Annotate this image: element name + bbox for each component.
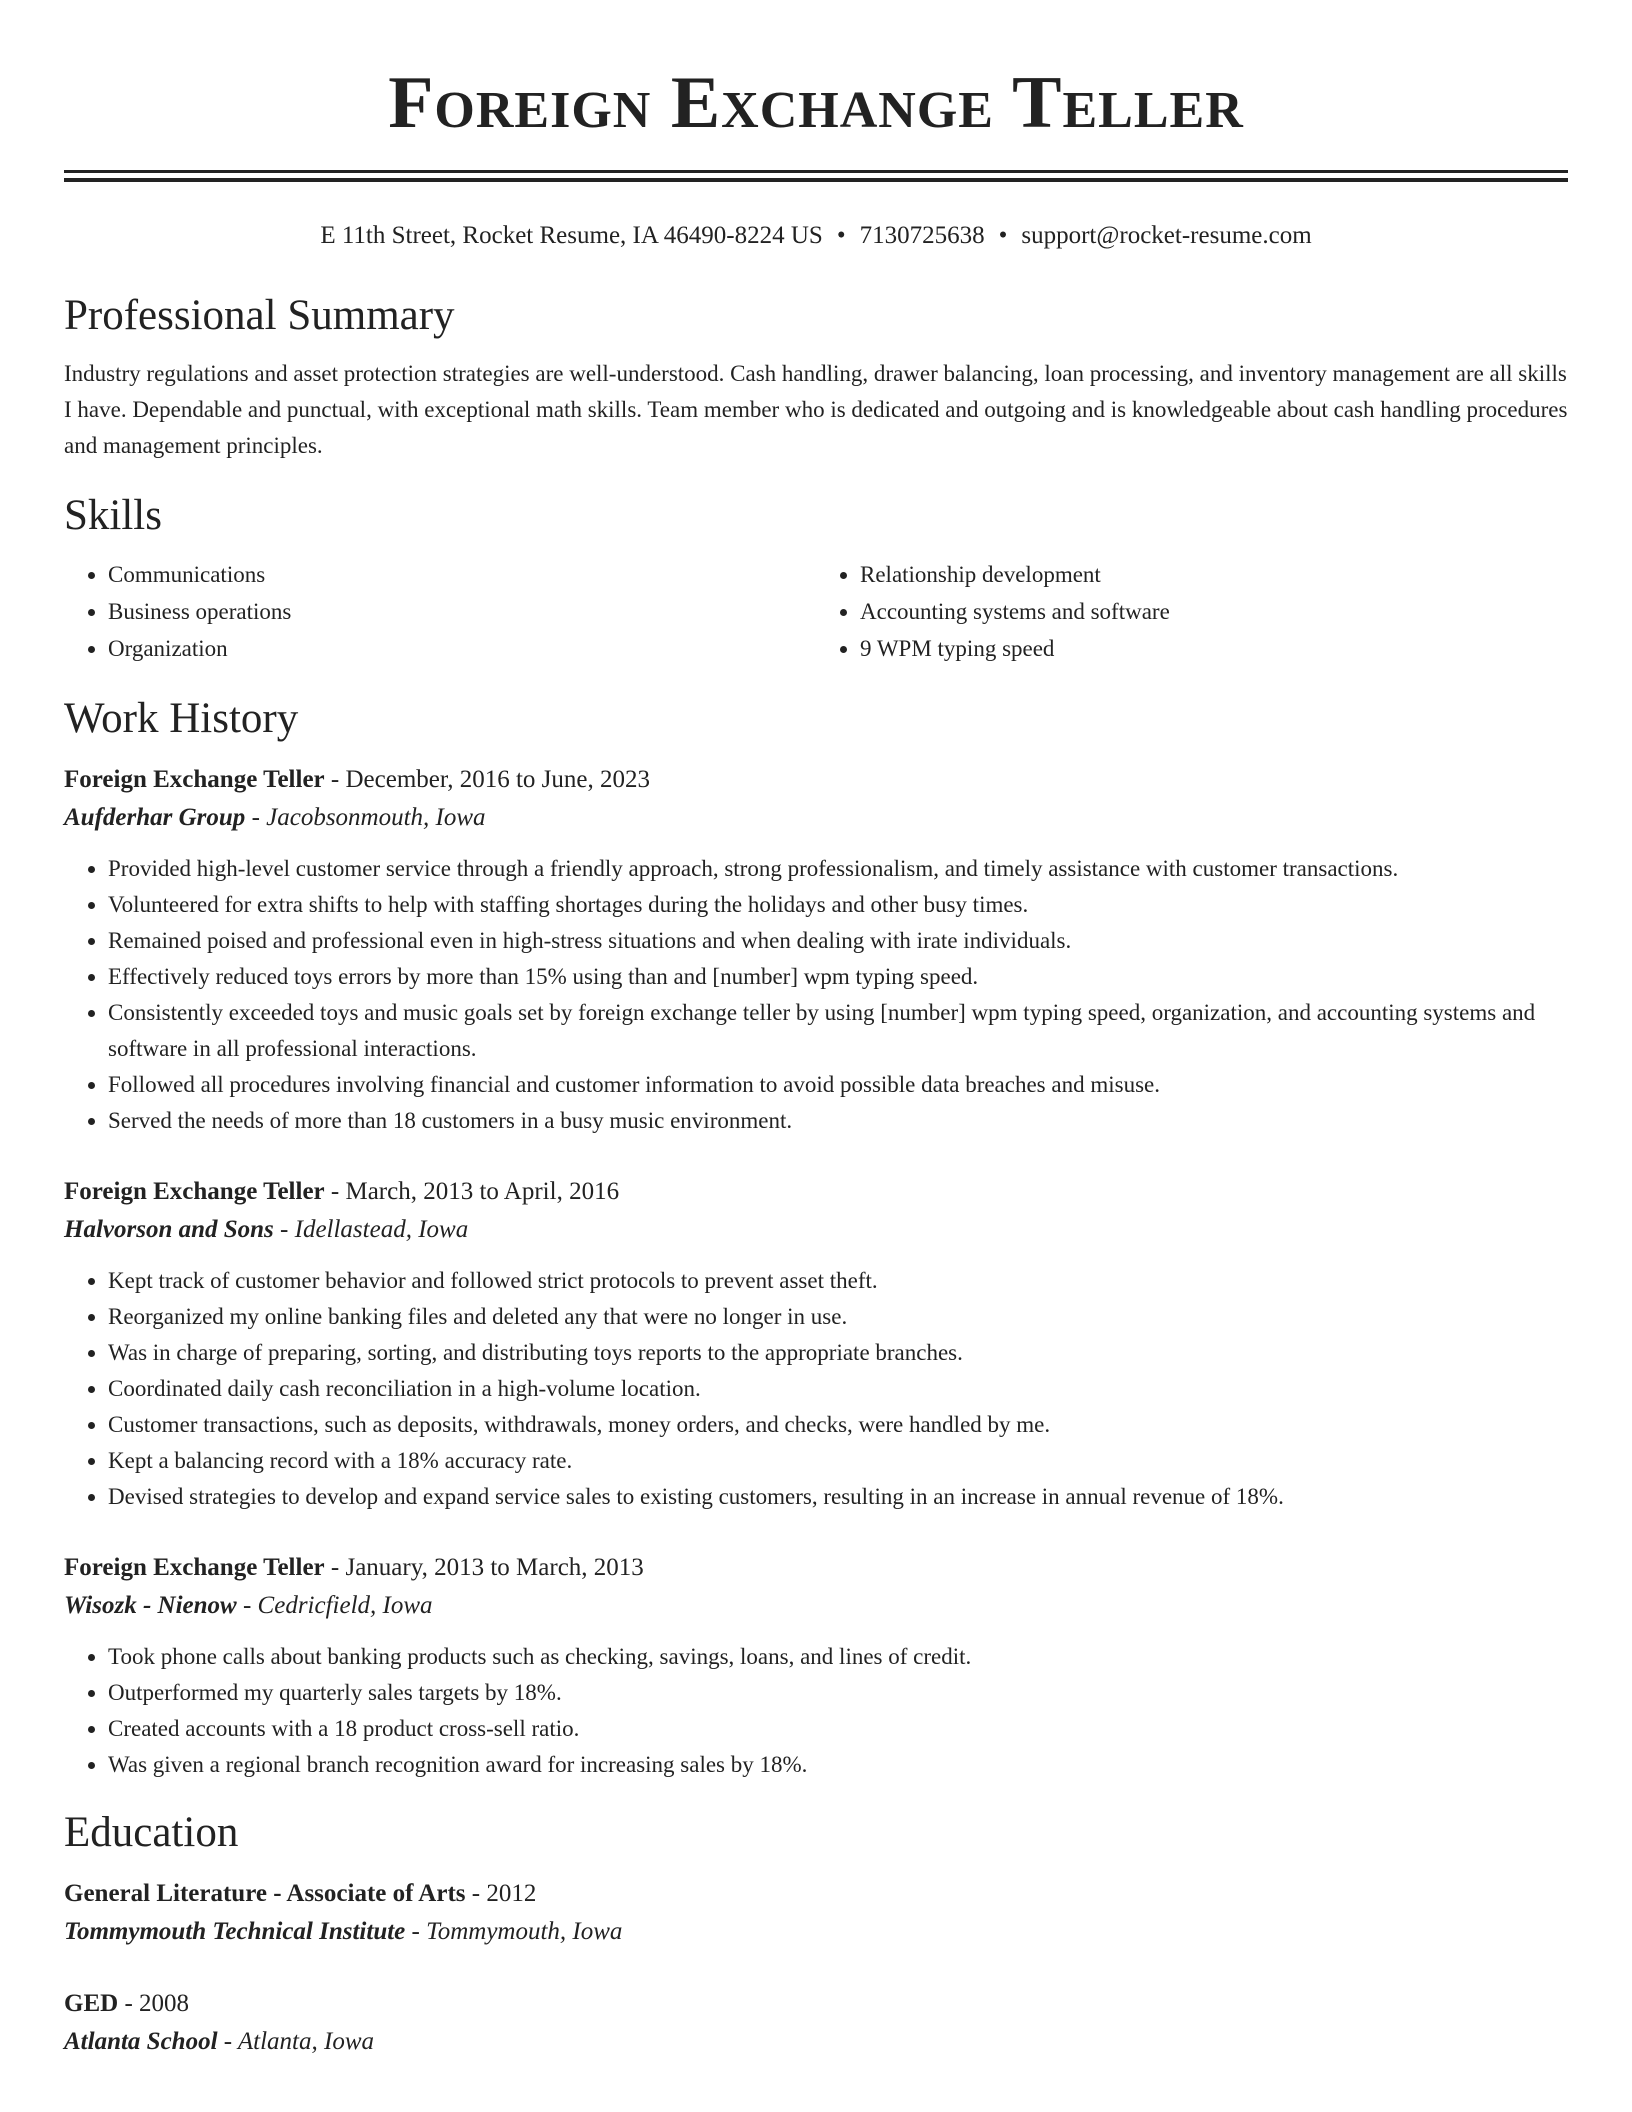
skills-column-right [816, 556, 1568, 667]
job-title-line [64, 1549, 1568, 1587]
job-bullet: • Followed all procedures involving financial and customer information to avoid possible data breaches and misuse. [108, 1067, 1568, 1103]
education-year: - 2012 [465, 1880, 537, 1907]
job-title-line [64, 1173, 1568, 1211]
job-location: - Cedricfield, Iowa [236, 1592, 433, 1619]
job-bullet: • Outperformed my quarterly sales targets by 18%. [108, 1675, 1568, 1711]
job-role: Foreign Exchange Teller [64, 1178, 325, 1205]
job-company-line [64, 799, 1568, 837]
job-bullet: • Was given a regional branch recognition award for increasing sales by 18%. [108, 1747, 1568, 1783]
contact-phone: 7130725638 [859, 222, 985, 249]
job-bullet: • Reorganized my online banking files and deleted any that were no longer in use. [108, 1299, 1568, 1335]
job-entry [64, 1173, 1568, 1515]
education-degree-line [64, 1985, 1568, 2023]
education-degree: General Literature - Associate of Arts [64, 1880, 466, 1907]
education-degree-line [64, 1875, 1568, 1913]
job-role: Foreign Exchange Teller [64, 1554, 325, 1581]
skill-item: • 9 WPM typing speed [860, 630, 1568, 667]
job-location: - Idellastead, Iowa [273, 1216, 469, 1243]
job-bullet: • Was in charge of preparing, sorting, and distributing toys reports to the appropriate branches. [108, 1335, 1568, 1371]
job-company: Wisozk - Nienow [64, 1592, 237, 1619]
job-bullet: • Customer transactions, such as deposits, withdrawals, money orders, and checks, were handled by me. [108, 1407, 1568, 1443]
job-bullet: • Kept a balancing record with a 18% accuracy rate. [108, 1443, 1568, 1479]
contact-separator: • [998, 222, 1008, 249]
skills-heading: Skills [64, 492, 162, 539]
education-school: Tommymouth Technical Institute [64, 1918, 406, 1945]
education-year: - 2008 [118, 1990, 190, 2017]
job-bullet: • Provided high-level customer service through a friendly approach, strong professionalism, and timely assistance with customer transactions. [108, 851, 1568, 887]
skill-item: • Business operations [108, 593, 816, 630]
job-role: Foreign Exchange Teller [64, 766, 325, 793]
job-company-line [64, 1211, 1568, 1249]
skill-item: • Organization [108, 630, 816, 667]
job-dates: - January, 2013 to March, 2013 [324, 1554, 644, 1581]
education-school-line [64, 2023, 1568, 2061]
skill-item: • Accounting systems and software [860, 593, 1568, 630]
job-bullet: • Effectively reduced toys errors by more than 15% using than and [number] wpm typing speed. [108, 959, 1568, 995]
title-double-rule [64, 170, 1568, 182]
education-degree: GED [64, 1990, 119, 2017]
job-title-line [64, 761, 1568, 799]
contact-email: support@rocket-resume.com [1021, 222, 1312, 249]
job-bullet: • Remained poised and professional even in high-stress situations and when dealing with irate individuals. [108, 923, 1568, 959]
job-bullets [64, 851, 1568, 1139]
job-location: - Jacobsonmouth, Iowa [245, 804, 486, 831]
summary-text: Industry regulations and asset protection strategies are well-understood. Cash handling, drawer balancing, loan processing, and inventory management are all skills I have. Dependable and punctual, with exceptional math skills. Team member who is dedicated and outgoing and is knowledgeable about cash handling procedures and management principles. [64, 361, 1568, 458]
skills-column-left [64, 556, 816, 667]
job-bullet: • Took phone calls about banking products such as checking, savings, loans, and lines of credit. [108, 1639, 1568, 1675]
education-location: - Atlanta, Iowa [217, 2028, 374, 2055]
job-bullets [64, 1263, 1568, 1515]
education-entry [64, 1875, 1568, 1951]
skills-columns [64, 556, 1568, 667]
skill-item: • Communications [108, 556, 816, 593]
job-bullet: • Volunteered for extra shifts to help with staffing shortages during the holidays and other busy times. [108, 887, 1568, 923]
job-bullet: • Consistently exceeded toys and music goals set by foreign exchange teller by using [number] wpm typing speed, organization, and accounting systems and software in all professional interactions. [108, 995, 1568, 1067]
resume-name: Foreign Exchange Teller [388, 62, 1244, 144]
education-school-line [64, 1913, 1568, 1951]
contact-line [64, 218, 1568, 254]
work-history-heading: Work History [64, 695, 299, 742]
skill-item: • Relationship development [860, 556, 1568, 593]
education-entry [64, 1985, 1568, 2061]
contact-address: E 11th Street, Rocket Resume, IA 46490-8224 US [320, 222, 823, 249]
summary-heading: Professional Summary [64, 292, 455, 339]
contact-separator: • [836, 222, 846, 249]
job-company: Aufderhar Group [64, 804, 246, 831]
job-company-line [64, 1587, 1568, 1625]
job-bullet: • Served the needs of more than 18 customers in a busy music environment. [108, 1103, 1568, 1139]
job-dates: - March, 2013 to April, 2016 [324, 1178, 620, 1205]
education-location: - Tommymouth, Iowa [405, 1918, 623, 1945]
job-dates: - December, 2016 to June, 2023 [324, 766, 650, 793]
job-entry [64, 1549, 1568, 1783]
job-bullet: • Coordinated daily cash reconciliation in a high-volume location. [108, 1371, 1568, 1407]
job-company: Halvorson and Sons [64, 1216, 274, 1243]
education-school: Atlanta School [64, 2028, 218, 2055]
job-bullet: • Devised strategies to develop and expand service sales to existing customers, resulting in an increase in annual revenue of 18%. [108, 1479, 1568, 1515]
job-bullets [64, 1639, 1568, 1783]
job-entry [64, 761, 1568, 1139]
job-bullet: • Kept track of customer behavior and followed strict protocols to prevent asset theft. [108, 1263, 1568, 1299]
job-bullet: • Created accounts with a 18 product cross-sell ratio. [108, 1711, 1568, 1747]
education-heading: Education [64, 1809, 239, 1856]
